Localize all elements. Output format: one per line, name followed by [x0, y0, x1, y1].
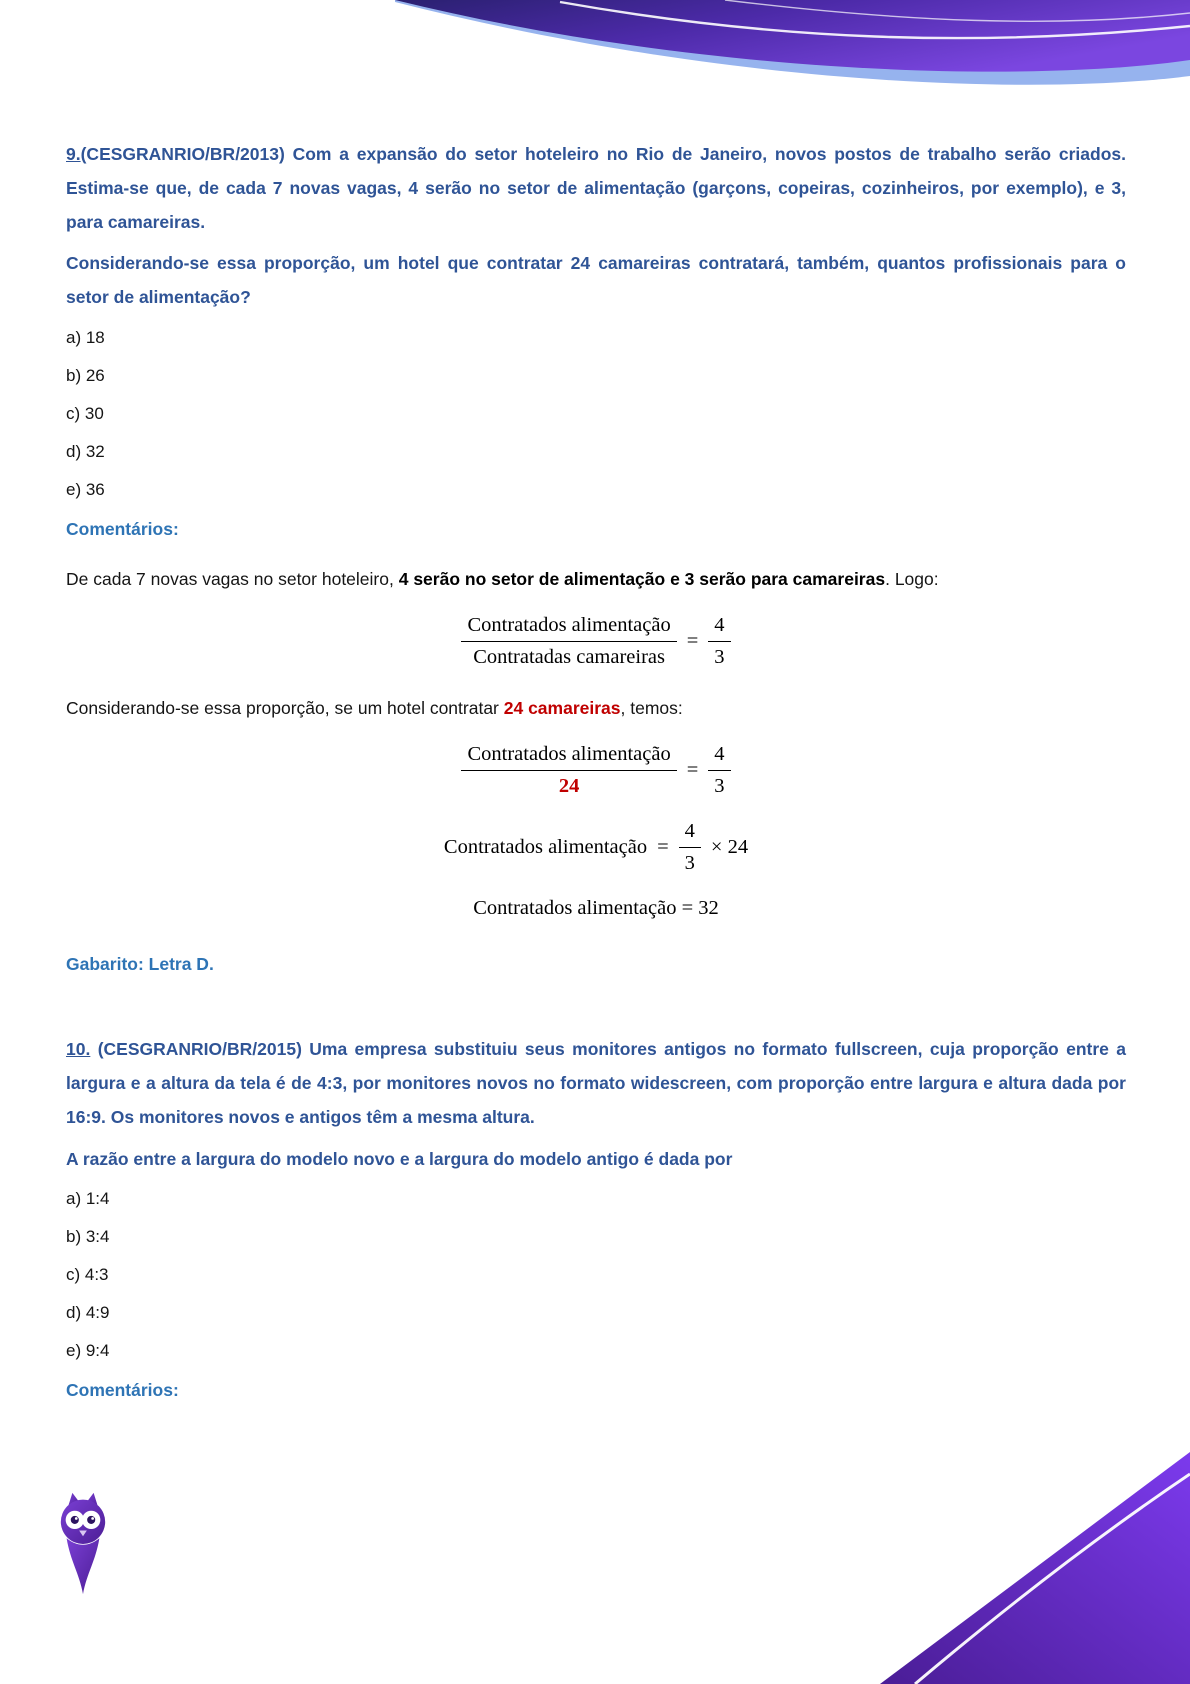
- q9-explanation-1: [66, 566, 1126, 592]
- q10-number: 10.: [66, 1039, 91, 1060]
- q9-statement: [66, 138, 1126, 239]
- q9-number: 9.: [66, 144, 81, 164]
- q10-options: [66, 1190, 1126, 1359]
- q9-explanation-2: [66, 695, 1126, 721]
- q10-option-c: c) 4:3: [66, 1265, 109, 1285]
- owl-eye-highlight-left: [75, 1517, 78, 1520]
- q9-expl1-bold: 4 serão no setor de alimentação e 3 serão para camareiras: [398, 568, 886, 589]
- owl-pupil-right: [87, 1516, 95, 1524]
- fraction-denominator: Contratadas camareiras: [473, 646, 665, 669]
- q9-expl2-highlight: 24 camareiras: [503, 698, 621, 719]
- q10-question: A razão entre a largura do modelo novo e a largura do modelo antigo é dada por: [66, 1148, 733, 1169]
- wedge-main: [880, 1452, 1190, 1684]
- formula-result: Contratados alimentação = 32: [473, 897, 719, 920]
- formula-lhs: Contratados alimentação: [443, 836, 648, 859]
- q9-option-e: e) 36: [66, 479, 105, 499]
- content-area: [66, 138, 1126, 1401]
- fraction-left: [461, 743, 676, 798]
- q10-option-b: b) 3:4: [66, 1227, 110, 1247]
- fraction-denominator-red: 24: [558, 775, 580, 798]
- owl-pupil-left: [71, 1516, 79, 1524]
- q10-statement: [66, 1033, 1126, 1134]
- q9-answer-key: Gabarito: Letra D.: [66, 954, 214, 975]
- q9-question: Considerando-se essa proporção, um hotel que contratar 24 camareiras contratará, também, quantos profissionais para o setor de alimentação?: [66, 253, 1126, 308]
- q9-expl2-post: , temos:: [620, 698, 683, 719]
- bottom-wedge-decoration: [855, 1446, 1190, 1684]
- q10-option-a: a) 1:4: [66, 1189, 110, 1209]
- q9-formula-2: [66, 743, 1126, 798]
- q9-formula-4: [66, 897, 1126, 920]
- fraction-numerator: Contratados alimentação: [461, 614, 676, 642]
- q9-options: [66, 329, 1126, 498]
- q10-comments-label: Comentários:: [66, 1380, 179, 1401]
- owl-body-tail: [67, 1538, 100, 1594]
- fraction-numerator: Contratados alimentação: [461, 743, 676, 771]
- q10-statement-text: (CESGRANRIO/BR/2015) Uma empresa substituiu seus monitores antigos no formato fullscreen, cuja proporção entre a largura e a altura da tela é de 4:3, por monitores novos no formato widescreen, com proporção entre largura e altura dada por 16:9. Os monitores novos e antigos têm a mesma altura.: [66, 1039, 1126, 1127]
- fraction-right: [708, 743, 730, 798]
- q10-option-e: e) 9:4: [66, 1341, 110, 1361]
- equals-sign: =: [686, 759, 699, 782]
- q9-formula-1: [66, 614, 1126, 669]
- owl-eye-highlight-right: [91, 1517, 94, 1520]
- fraction-numerator: 4: [679, 820, 701, 848]
- top-swoosh-decoration: [395, 0, 1190, 100]
- q9-comments-label: Comentários:: [66, 518, 179, 539]
- equals-sign: =: [686, 630, 699, 653]
- fraction-numerator: 4: [708, 614, 730, 642]
- q9-expl1-post: . Logo:: [885, 568, 939, 589]
- q9-option-c: c) 30: [66, 403, 104, 423]
- formula-multiplier: × 24: [710, 836, 749, 859]
- q9-statement-text: (CESGRANRIO/BR/2013) Com a expansão do setor hoteleiro no Rio de Janeiro, novos postos de trabalho serão criados. Estima-se que, de cada 7 novas vagas, 4 serão no setor de alimentação (garçons, copeiras, cozinheiros, por exemplo), e 3, para camareiras.: [66, 144, 1126, 232]
- q10-option-d: d) 4:9: [66, 1303, 110, 1323]
- fraction: [679, 820, 701, 875]
- fraction-denominator: 3: [714, 646, 725, 669]
- q9-expl1-pre: De cada 7 novas vagas no setor hoteleiro,: [66, 568, 399, 589]
- q9-option-d: d) 32: [66, 441, 105, 461]
- q9-formula-3: [66, 820, 1126, 875]
- q9-expl2-pre: Considerando-se essa proporção, se um hotel contratar: [66, 698, 504, 719]
- estrategia-owl-logo: [54, 1490, 112, 1598]
- q9-option-a: a) 18: [66, 327, 105, 347]
- q9-option-b: b) 26: [66, 365, 105, 385]
- equals-sign: =: [657, 836, 669, 859]
- fraction-numerator: 4: [708, 743, 730, 771]
- fraction-denominator: 3: [714, 775, 725, 798]
- fraction-right: [708, 614, 730, 669]
- fraction-left: [461, 614, 676, 669]
- fraction-denominator: 3: [684, 852, 695, 875]
